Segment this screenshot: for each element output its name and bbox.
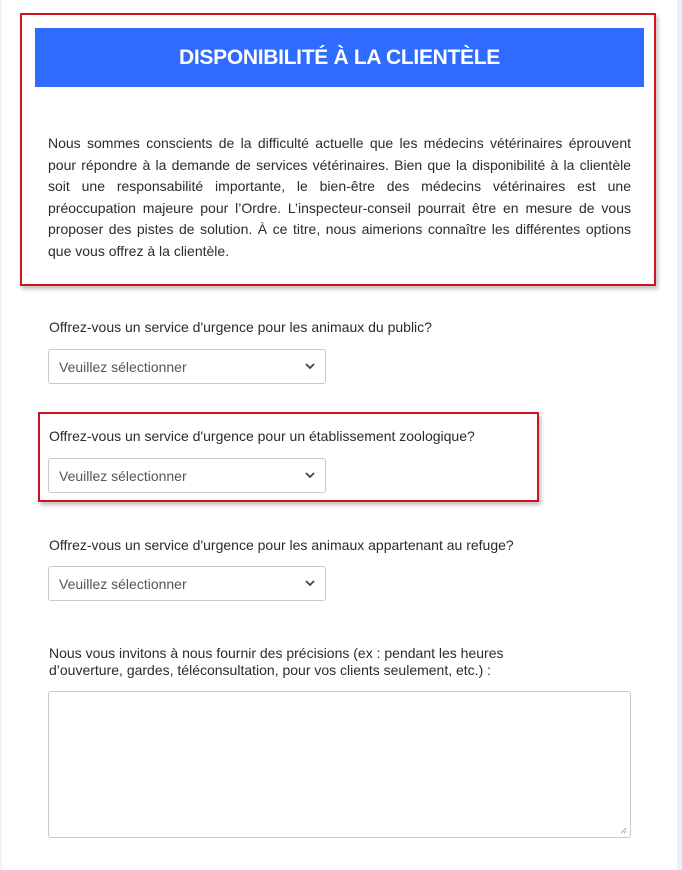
select-value: Veuillez sélectionner (59, 467, 187, 484)
question-refuge-select[interactable] (48, 566, 326, 601)
details-label-line1: Nous vous invitons à nous fournir des précisions (ex : pendant les heures (49, 645, 504, 661)
question-zoo-label: Offrez-vous un service d'urgence pour un établissement zoologique? (49, 428, 475, 444)
question-zoo-select[interactable] (48, 458, 326, 493)
select-value: Veuillez sélectionner (59, 575, 187, 592)
select-value: Veuillez sélectionner (59, 358, 187, 375)
question-public-select[interactable] (48, 349, 326, 384)
chevron-down-icon (304, 470, 316, 480)
details-label-line2: d’ouverture, gardes, téléconsultation, pour vos clients seulement, etc.) : (49, 662, 492, 678)
question-refuge-label: Offrez-vous un service d'urgence pour les animaux appartenant au refuge? (49, 537, 514, 553)
section-title: DISPONIBILITÉ À LA CLIENTÈLE (35, 28, 644, 87)
page-right-edge (677, 0, 682, 870)
details-textarea[interactable] (48, 691, 631, 838)
chevron-down-icon (304, 361, 316, 371)
intro-paragraph: Nous sommes conscients de la difficulté actuelle que les médecins vétérinaires éprouvent pour répondre à la demande de services vétérinaires. Bien que la disponibilité à la clientèle soit une responsabilité importante, le bien-être des médecins vétérinaires est une préoccupation majeure pour l’Ordre. L’inspecteur-conseil pourrait être en mesure de vous proposer des pistes de solution. À ce titre, nous aimerions connaître les différentes options que vous offrez à la clientèle. (48, 135, 631, 259)
chevron-down-icon (304, 578, 316, 588)
question-public-label: Offrez-vous un service d'urgence pour les animaux du public? (49, 319, 432, 335)
page-left-edge (0, 0, 2, 870)
resize-handle-icon[interactable] (619, 826, 627, 834)
